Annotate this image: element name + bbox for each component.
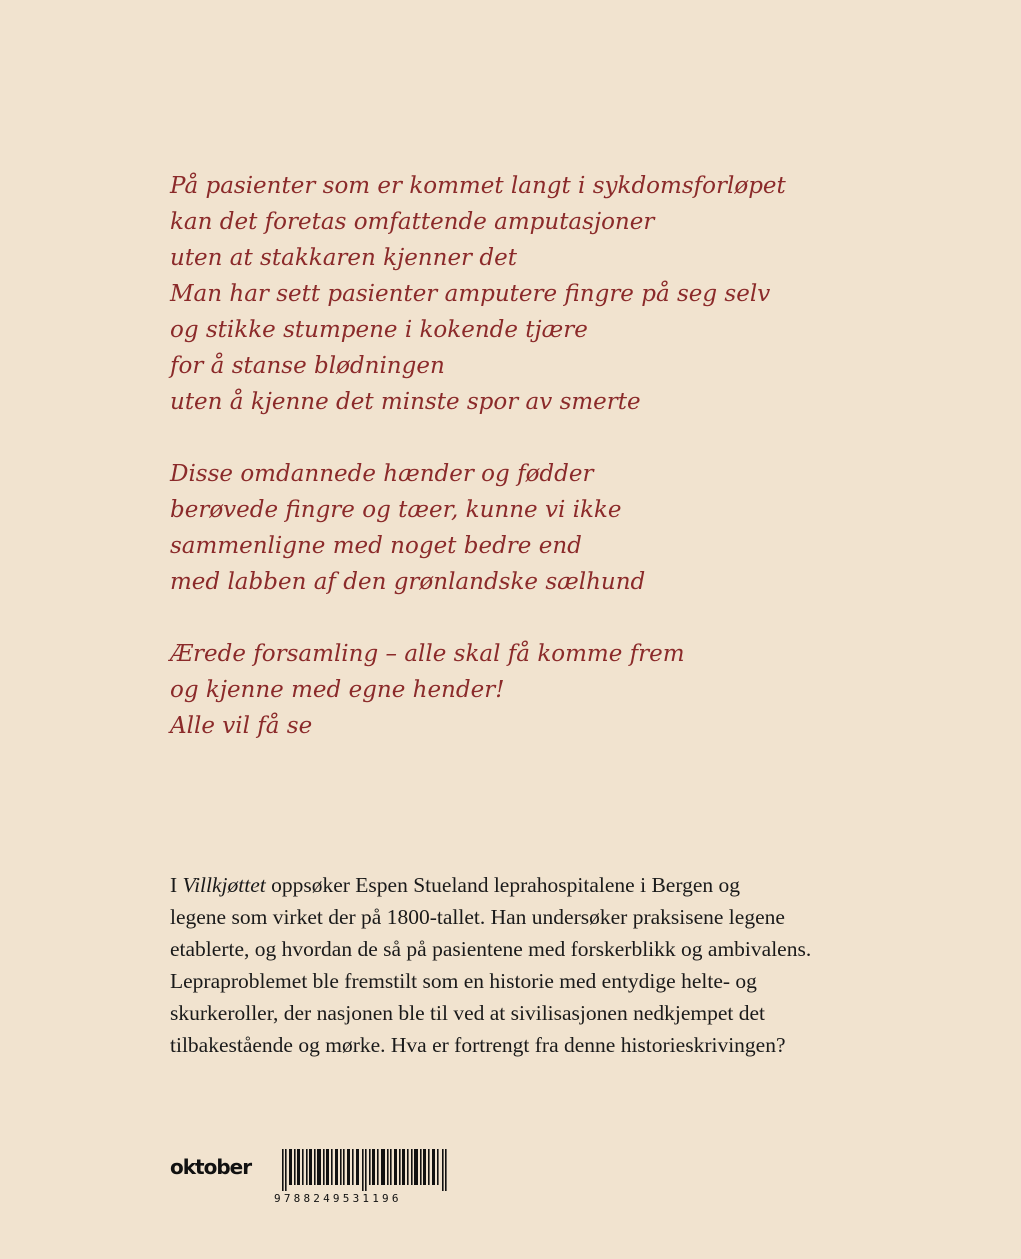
poem-line: Man har sett pasienter amputere fingre på seg selv bbox=[170, 281, 771, 307]
publisher-logo: oktober bbox=[170, 1155, 252, 1179]
blurb-line: legene som virket der på 1800-tallet. Han undersøker praksisene legene bbox=[170, 905, 785, 929]
back-cover-blurb bbox=[170, 869, 870, 1061]
blurb-line bbox=[170, 869, 870, 901]
poem-line: Alle vil få se bbox=[170, 713, 313, 739]
poem-line: og kjenne med egne hender! bbox=[170, 677, 505, 703]
poem-stanza-1 bbox=[170, 168, 786, 420]
poem-excerpt bbox=[170, 168, 786, 780]
poem-line: Disse omdannede hænder og fødder bbox=[170, 461, 594, 487]
poem-line: med labben af den grønlandske sælhund bbox=[170, 569, 646, 595]
poem-line: og stikke stumpene i kokende tjære bbox=[170, 317, 588, 343]
poem-line: uten at stakkaren kjenner det bbox=[170, 245, 517, 271]
poem-line: berøvede fingre og tæer, kunne vi ikke bbox=[170, 497, 622, 523]
poem-line: På pasienter som er kommet langt i sykdomsforløpet bbox=[170, 173, 786, 199]
isbn-number: 9788249531196 bbox=[274, 1192, 402, 1205]
blurb-line: Lepraproblemet ble fremstilt som en historie med entydige helte- og bbox=[170, 969, 757, 993]
blurb-line: tilbakestående og mørke. Hva er fortrengt fra denne historieskrivingen? bbox=[170, 1033, 786, 1057]
poem-stanza-2 bbox=[170, 456, 786, 600]
blurb-line: skurkeroller, der nasjonen ble til ved at sivilisasjonen nedkjempet det bbox=[170, 1001, 766, 1025]
poem-line: for å stanse blødningen bbox=[170, 353, 445, 379]
poem-line: uten å kjenne det minste spor av smerte bbox=[170, 389, 641, 415]
poem-line: kan det foretas omfattende amputasjoner bbox=[170, 209, 655, 235]
blurb-line: etablerte, og hvordan de så på pasientene med forskerblikk og ambivalens. bbox=[170, 937, 812, 961]
poem-stanza-3 bbox=[170, 636, 786, 744]
poem-line: sammenligne med noget bedre end bbox=[170, 533, 582, 559]
blurb-suffix: oppsøker Espen Stueland leprahospitalene i Bergen og bbox=[265, 873, 741, 897]
book-title: Villkjøttet bbox=[182, 873, 266, 897]
blurb-prefix: I bbox=[170, 873, 183, 897]
poem-line: Ærede forsamling – alle skal få komme frem bbox=[170, 641, 685, 667]
